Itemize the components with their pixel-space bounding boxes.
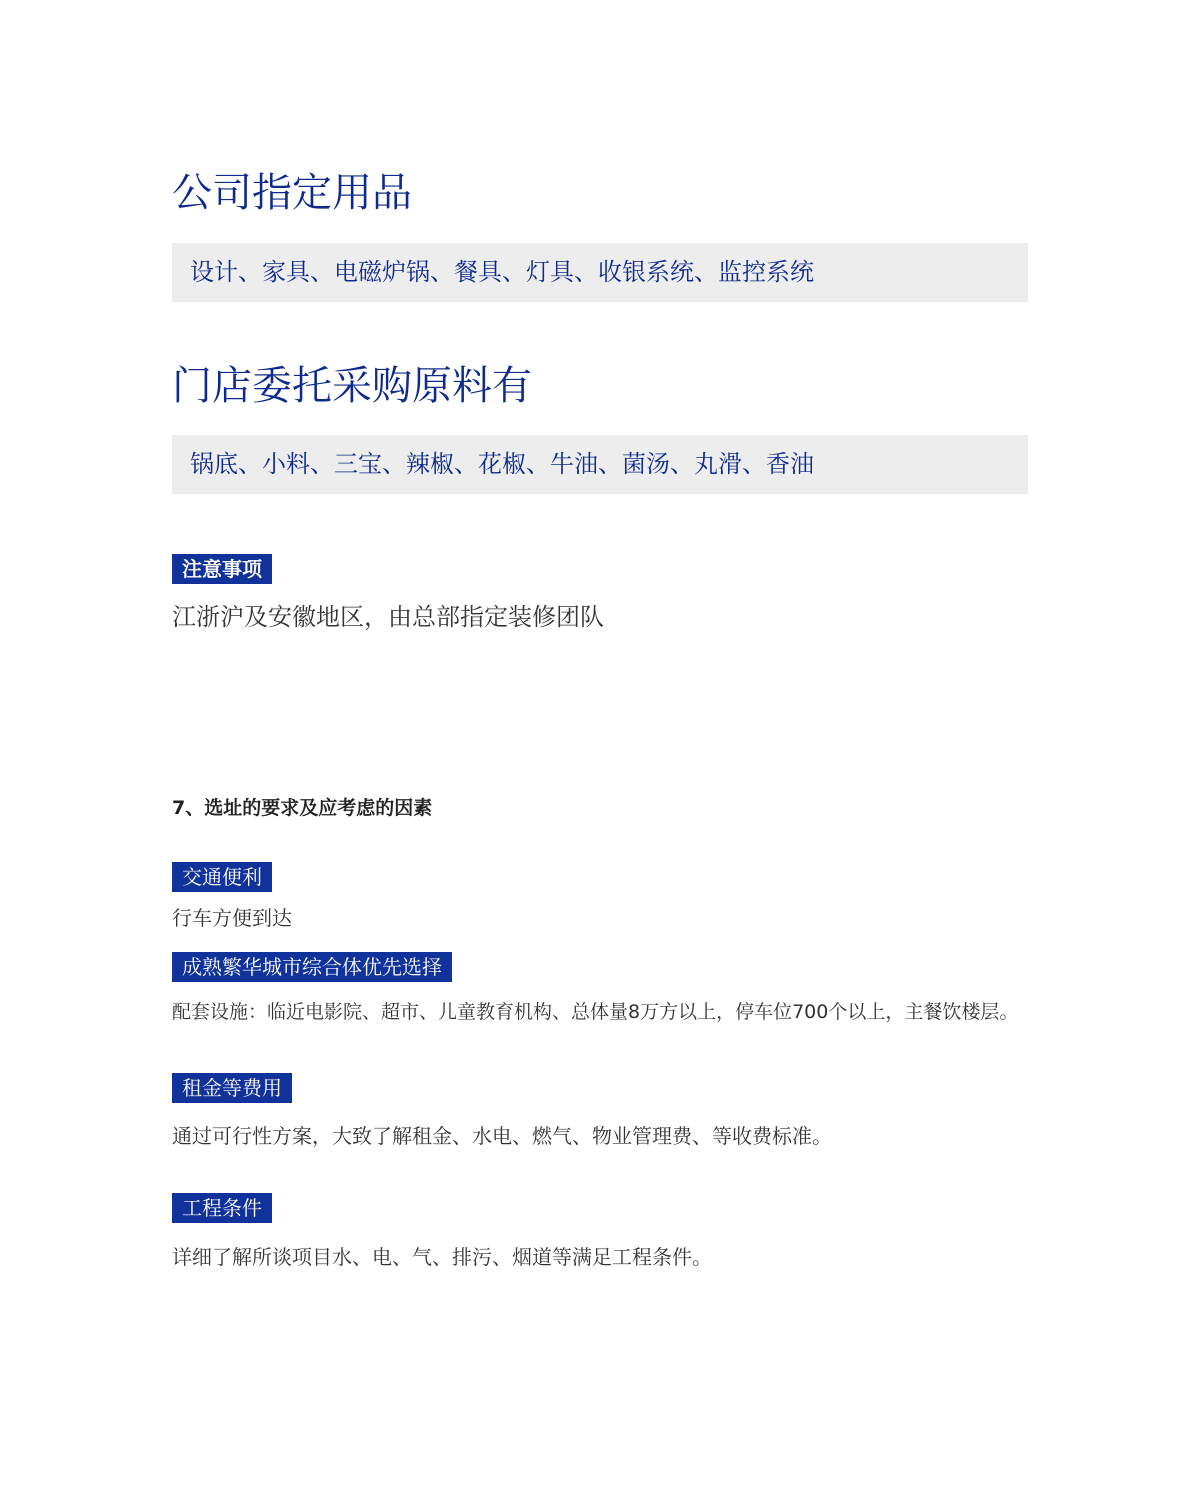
engineering-text: 详细了解所谈项目水、电、气、排污、烟道等满足工程条件。 <box>172 1245 712 1269</box>
complex-tag: 成熟繁华城市综合体优先选择 <box>172 952 452 982</box>
company-items-box: 设计、家具、电磁炉锅、餐具、灯具、收银系统、监控系统 <box>172 243 1028 302</box>
rent-text: 通过可行性方案，大致了解租金、水电、燃气、物业管理费、等收费标准。 <box>172 1124 832 1148</box>
notice-tag: 注意事项 <box>172 554 272 584</box>
traffic-text: 行车方便到达 <box>172 906 292 930</box>
engineering-tag: 工程条件 <box>172 1193 272 1223</box>
company-items-title: 公司指定用品 <box>172 170 412 216</box>
complex-text: 配套设施：临近电影院、超市、儿童教育机构、总体量8万方以上，停车位700个以上，主餐饮楼层。 <box>172 1001 1019 1023</box>
store-materials-box: 锅底、小料、三宝、辣椒、花椒、牛油、菌汤、丸滑、香油 <box>172 435 1028 494</box>
rent-tag: 租金等费用 <box>172 1073 292 1103</box>
site-selection-heading: 7、选址的要求及应考虑的因素 <box>172 797 433 819</box>
traffic-tag: 交通便利 <box>172 862 272 892</box>
store-materials-title: 门店委托采购原料有 <box>172 363 532 409</box>
notice-text: 江浙沪及安徽地区，由总部指定装修团队 <box>172 603 604 631</box>
